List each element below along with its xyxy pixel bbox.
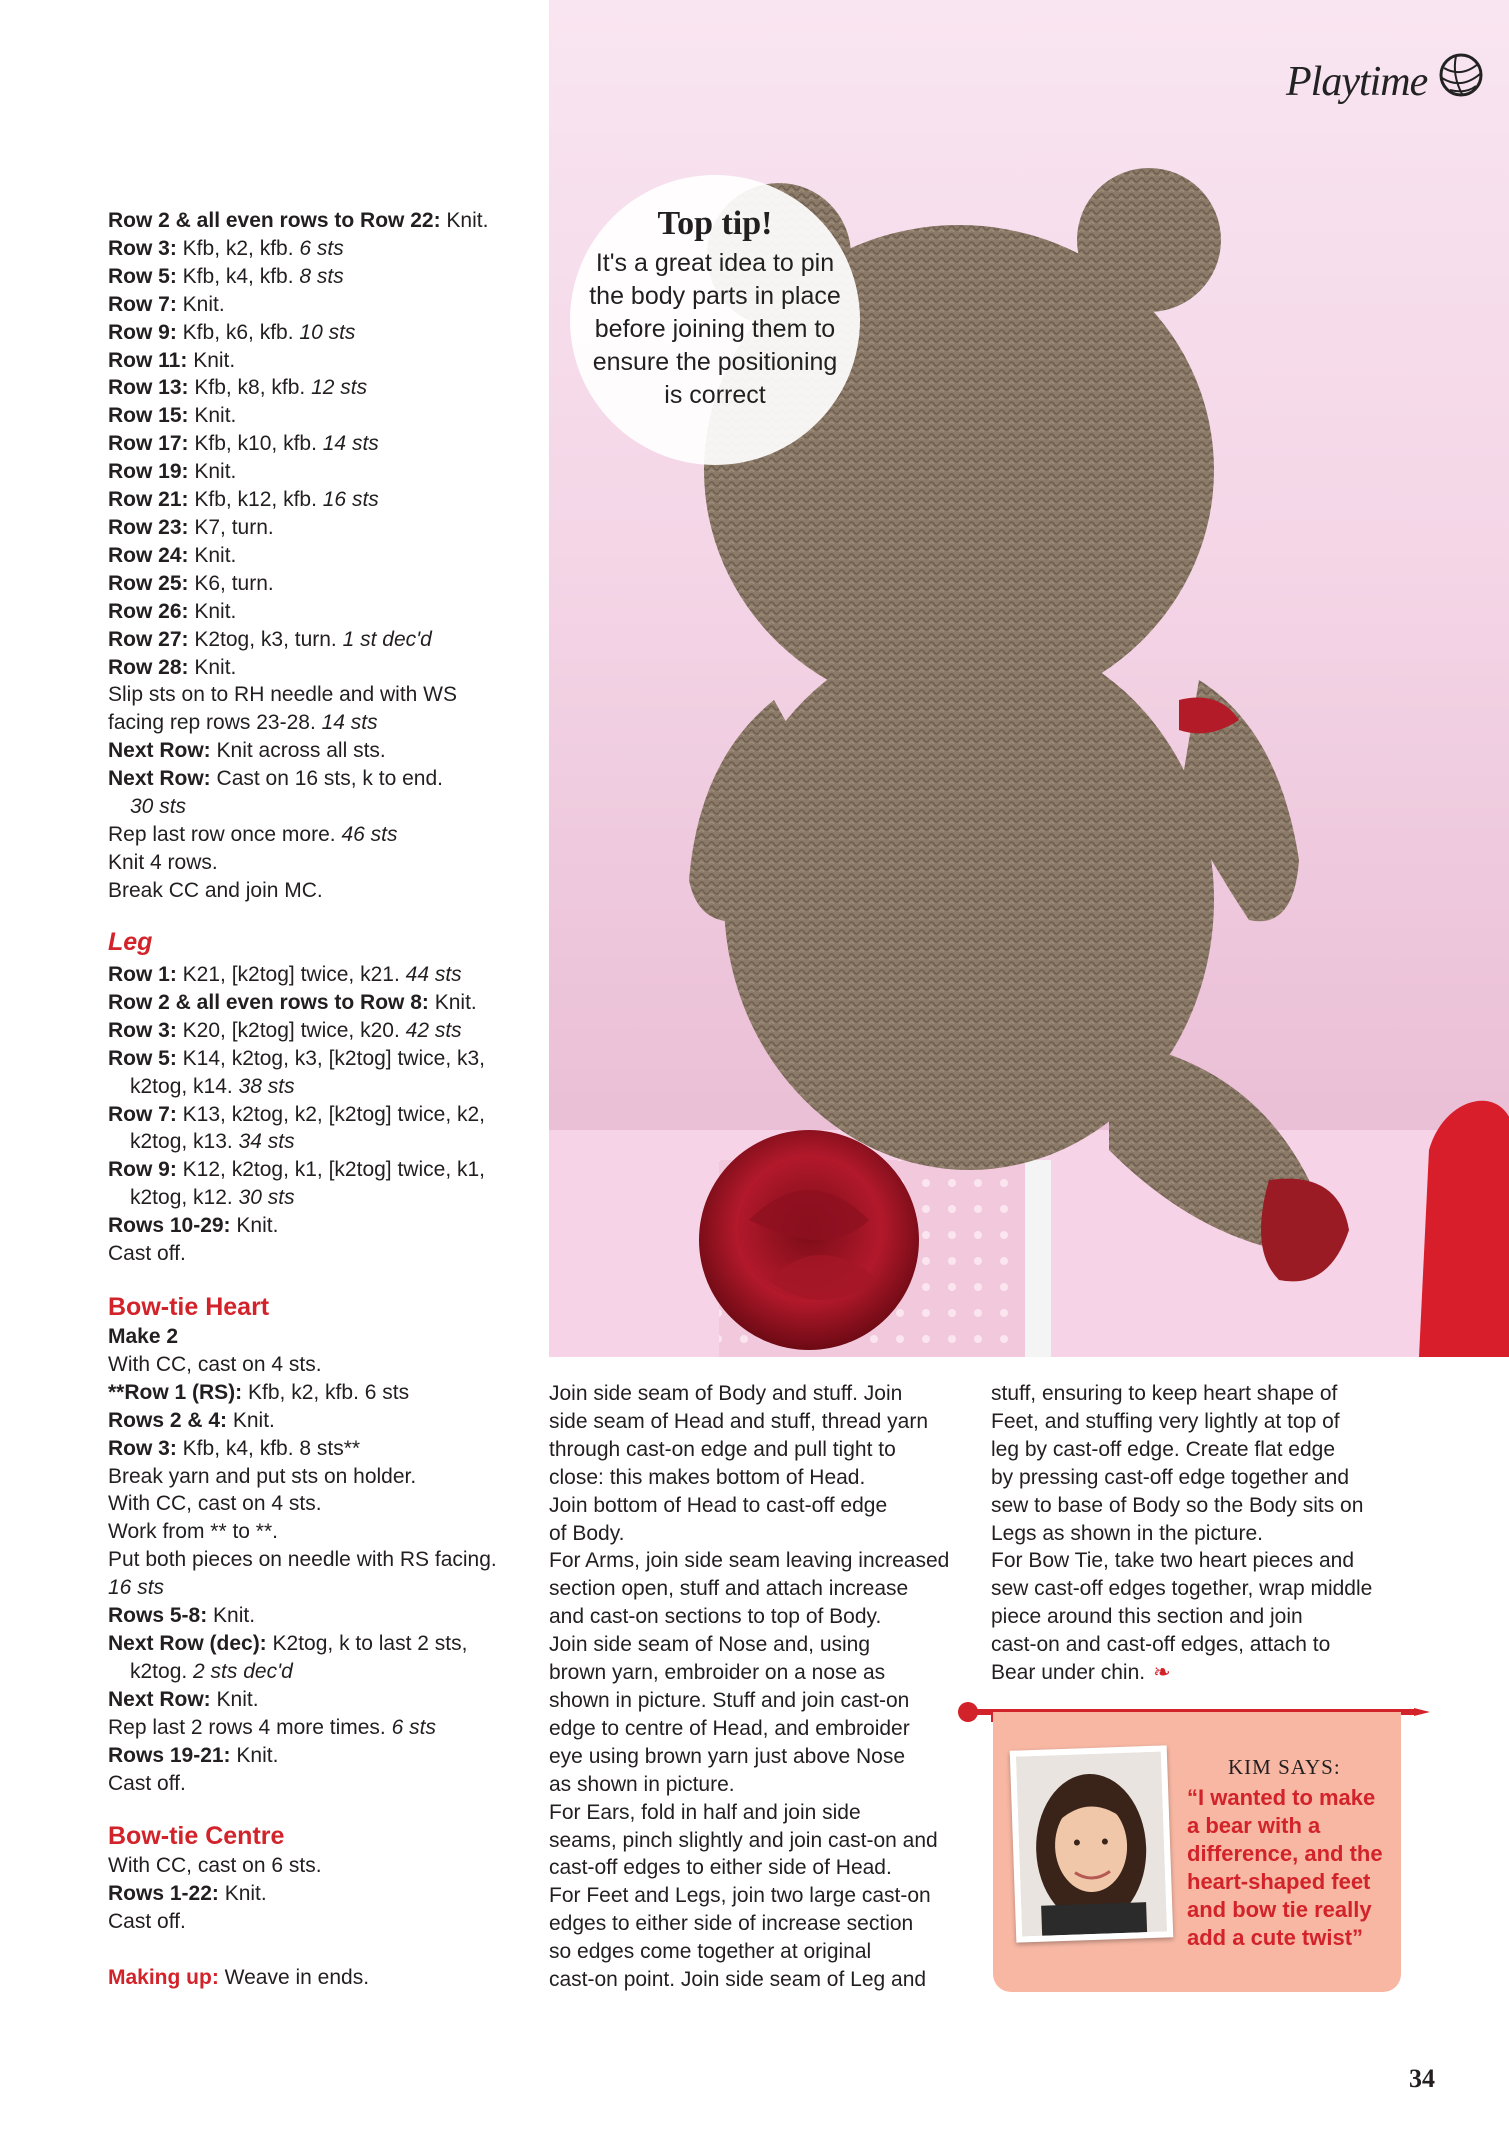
row-text: Knit. [187,348,236,372]
row-label: Next Row: [108,739,211,763]
row-label: Row 3: [108,1436,177,1460]
pattern-row [108,681,488,709]
row-text: K2tog, k3, turn. [188,627,343,651]
pattern-row [108,1602,497,1630]
row-label: Row 17: [108,432,189,456]
paragraph-line: For Arms, join side seam leaving increased [549,1549,950,1573]
pattern-rows-leg [108,961,485,1268]
yarn-ball-icon [1436,50,1486,100]
stitch-count: 30 sts [130,795,187,819]
stitch-count: 10 sts [299,320,356,344]
stitch-count: 14 sts [322,432,379,456]
row-label: Next Row: [108,767,211,791]
row-text: k2tog. [130,1659,194,1683]
paragraph-line: shown in picture. Stuff and join cast-on [549,1688,910,1712]
stitch-count: 2 sts dec'd [193,1659,293,1683]
row-label: Row 19: [108,460,189,484]
row-text: Knit. [218,1881,267,1905]
pattern-row [108,458,488,486]
pattern-row [108,598,488,626]
row-label: Rows 1-22: [108,1881,219,1905]
row-text: Knit. [188,655,237,679]
section-heading-bowtie-centre: Bow-tie Centre [108,1822,285,1850]
row-text: Put both pieces on needle with RS facing. [108,1548,497,1572]
pattern-rows-bowtie-heart [108,1323,497,1797]
pattern-row [108,1017,485,1045]
pattern-row [108,1435,497,1463]
pattern-row [108,1490,497,1518]
pattern-row [108,709,488,737]
row-text: K2tog, k to last 2 sts, [266,1631,468,1655]
row-text: Knit. [230,1743,279,1767]
top-tip-bubble [570,175,860,465]
row-label: Row 15: [108,404,189,428]
row-label: Rows 5-8: [108,1604,208,1628]
pattern-row [108,961,485,989]
paragraph-line: cast-on point. Join side seam of Leg and [549,1968,927,1992]
brand-logo [1286,42,1486,122]
row-text: K6, turn. [188,571,274,595]
pattern-row [108,430,488,458]
paragraph-line: For Bow Tie, take two heart pieces and [991,1549,1355,1573]
paragraph-line: edge to centre of Head, and embroider [549,1716,910,1740]
kim-quote: “I wanted to make a bear with a difference, and the heart-shaped feet and bow tie really add a cute twist” [1187,1785,1383,1950]
pattern-row [108,402,488,430]
row-text: Knit. [428,990,477,1014]
pattern-row [108,1351,497,1379]
pattern-rows-bowtie-centre [108,1852,322,1936]
pattern-row [108,1686,497,1714]
kim-portrait [1010,1745,1174,1942]
paragraph-line: edges to either side of increase section [549,1912,914,1936]
row-label: Row 21: [108,488,189,512]
row-label: Row 9: [108,320,177,344]
pattern-row [108,654,488,682]
stitch-count: 42 sts [405,1018,462,1042]
paragraph-line: Legs as shown in the picture. [991,1521,1263,1545]
paragraph-line: For Feet and Legs, join two large cast-on [549,1884,931,1908]
stitch-count: 8 sts [299,264,344,288]
pattern-row [108,1212,485,1240]
row-text: Cast on 16 sts, k to end. [210,767,443,791]
row-text: K7, turn. [188,515,274,539]
paragraph-line: so edges come together at original [549,1940,872,1964]
stitch-count: 16 sts [108,1576,165,1600]
row-text: With CC, cast on 4 sts. [108,1492,322,1516]
making-up-text: Weave in ends. [218,1966,370,1989]
pattern-row [108,570,488,598]
row-text: Knit. [188,460,237,484]
paragraph-line: piece around this section and join [991,1605,1303,1629]
paragraph-line: cast-off edges to either side of Head. [549,1856,892,1880]
pattern-row [108,1574,497,1602]
row-text: Cast off. [108,1771,186,1795]
row-text: K14, k2tog, k3, [k2tog] twice, k3, [176,1046,486,1070]
making-up-instructions-col3 [991,1380,1372,1687]
row-text: Kfb, k2, kfb. 6 sts [242,1380,410,1404]
row-label: **Row 1 (RS): [108,1380,243,1404]
row-label: Row 7: [108,292,177,316]
row-label: Row 27: [108,627,189,651]
row-text: Kfb, k12, kfb. [188,488,323,512]
pattern-row [108,1463,497,1491]
row-text: With CC, cast on 4 sts. [108,1352,322,1376]
paragraph-line: Join bottom of Head to cast-off edge [549,1493,888,1517]
pattern-row [108,1407,497,1435]
row-text: Break CC and join MC. [108,878,323,902]
row-label: Row 13: [108,376,189,400]
row-label: Row 25: [108,571,189,595]
paragraph-line: cast-on and cast-off edges, attach to [991,1633,1331,1657]
pattern-row [108,207,488,235]
row-text: Knit. [188,599,237,623]
row-label: Row 11: [108,348,188,372]
stitch-count: 1 st dec'd [342,627,432,651]
kim-says-box [993,1712,1401,1992]
paragraph-line: brown yarn, embroider on a nose as [549,1661,886,1685]
row-text: Break yarn and put sts on holder. [108,1464,417,1488]
pattern-row [108,542,488,570]
paragraph-line: seams, pinch slightly and join cast-on and [549,1828,938,1852]
pattern-row [108,989,485,1017]
making-up-label: Making up: [108,1966,219,1989]
paragraph-line: sew to base of Body so the Body sits on [991,1493,1364,1517]
row-text: k2tog, k12. [130,1186,239,1210]
pattern-row [108,1546,497,1574]
pattern-row [108,737,488,765]
row-text: Kfb, k4, kfb. [176,264,300,288]
paragraph-line: side seam of Head and stuff, thread yarn [549,1409,929,1433]
row-text: Knit across all sts. [210,739,386,763]
row-text: K12, k2tog, k1, [k2tog] twice, k1, [176,1158,486,1182]
pattern-row [108,263,488,291]
portrait-illustration [1016,1752,1167,1937]
paragraph-line: stuff, ensuring to keep heart shape of [991,1382,1338,1405]
row-text: facing rep rows 23-28. [108,711,322,735]
pattern-row [108,486,488,514]
pattern-row [108,514,488,542]
pattern-row [108,877,488,905]
pattern-row [108,1073,485,1101]
stitch-count: 16 sts [322,488,379,512]
paragraph-line: and cast-on sections to top of Body. [549,1605,882,1629]
pattern-row [108,1323,497,1351]
row-label: Row 26: [108,599,189,623]
pattern-row [108,1518,497,1546]
row-label: Rows 10-29: [108,1214,231,1238]
row-label: Row 3: [108,236,177,260]
row-text: Knit. [176,292,225,316]
row-text: Knit. [210,1687,259,1711]
row-label: Rows 19-21: [108,1743,231,1767]
row-text: Cast off. [108,1909,186,1933]
paragraph-line: Join side seam of Body and stuff. Join [549,1382,903,1405]
pattern-row [108,626,488,654]
pattern-row [108,1128,485,1156]
paragraph-line: by pressing cast-off edge together and [991,1465,1350,1489]
paragraph-line: For Ears, fold in half and join side [549,1800,861,1824]
row-text: Knit. [230,1214,279,1238]
pattern-row [108,374,488,402]
row-label: Row 7: [108,1102,177,1126]
section-heading-leg: Leg [108,928,153,956]
row-text: Rep last row once more. [108,822,342,846]
row-label: Row 2 & all even rows to Row 8: [108,990,429,1014]
pattern-row [108,1908,322,1936]
paragraph-line: close: this makes bottom of Head. [549,1465,866,1489]
row-text: Knit. [188,404,237,428]
stitch-count: 34 sts [238,1130,295,1154]
paragraph-line: of Body. [549,1521,625,1545]
paragraph-line: leg by cast-off edge. Create flat edge [991,1437,1335,1461]
pattern-row [108,1742,497,1770]
stitch-count: 46 sts [341,822,398,846]
top-tip-title: Top tip! [657,205,773,242]
pattern-row [108,1852,322,1880]
pattern-row [108,1714,497,1742]
pattern-rows-body [108,207,488,905]
paragraph-line: through cast-on edge and pull tight to [549,1437,896,1461]
page-number: 34 [1409,2064,1435,2093]
stitch-count: 12 sts [311,376,368,400]
paragraph-line: Join side seam of Nose and, using [549,1633,871,1657]
section-heading-bowtie-heart: Bow-tie Heart [108,1293,270,1321]
pattern-row [108,1880,322,1908]
row-label: Next Row (dec): [108,1631,267,1655]
pattern-row [108,235,488,263]
pattern-row [108,319,488,347]
row-text: K21, [k2tog] twice, k21. [176,963,406,986]
paragraph-line: section open, stuff and attach increase [549,1577,909,1601]
pattern-row [108,1770,497,1798]
kim-says-label: KIM SAYS: [1228,1755,1341,1779]
pattern-row [108,821,488,849]
row-text: Work from ** to **. [108,1520,278,1544]
pattern-row [108,1240,485,1268]
row-text: Knit. [227,1408,275,1432]
row-text: Cast off. [108,1242,186,1266]
row-label: Row 2 & all even rows to Row 22: [108,209,441,232]
pattern-row [108,291,488,319]
row-text: Kfb, k6, kfb. [176,320,300,344]
row-text: Kfb, k4, kfb. 8 sts** [176,1436,361,1460]
row-text: Knit 4 rows. [108,850,218,874]
row-label: Row 9: [108,1158,177,1182]
row-text: Kfb, k8, kfb. [188,376,312,400]
paragraph-line: Feet, and stuffing very lightly at top of [991,1409,1340,1433]
row-text: With CC, cast on 6 sts. [108,1854,322,1877]
stitch-count: 44 sts [405,963,462,986]
paragraph-line: Bear under chin. ❧ [991,1661,1171,1685]
pattern-row [108,347,488,375]
row-label: Row 24: [108,543,189,567]
row-text: Knit. [207,1604,256,1628]
row-text: k2tog, k14. [130,1074,239,1098]
pattern-row [108,1658,497,1686]
row-text: Rep last 2 rows 4 more times. [108,1715,392,1739]
stitch-count: 6 sts [391,1715,436,1739]
pattern-row [108,1630,497,1658]
making-up [108,1964,369,1992]
row-text: Kfb, k10, kfb. [188,432,323,456]
row-label: Row 28: [108,655,189,679]
making-up-instructions-col2 [549,1380,949,1994]
pattern-row [108,1101,485,1129]
row-text: Knit. [188,543,237,567]
end-mark-icon: ❧ [1153,1661,1171,1685]
stitch-count: 38 sts [238,1074,295,1098]
pattern-row [108,1156,485,1184]
row-text: k2tog, k13. [130,1130,239,1154]
pattern-row [108,849,488,877]
paragraph-line: sew cast-off edges together, wrap middle [991,1577,1373,1601]
row-text: K20, [k2tog] twice, k20. [176,1018,406,1042]
top-tip-body: It's a great idea to pin the body parts in place before joining them to ensure the positioning is correct [589,249,841,409]
pattern-row [108,1184,485,1212]
stitch-count: 6 sts [299,236,344,260]
stitch-count: 30 sts [238,1186,295,1210]
paragraph-line: as shown in picture. [549,1772,735,1796]
row-label: Row 23: [108,515,189,539]
row-label: Row 5: [108,1046,177,1070]
pattern-row [108,1045,485,1073]
pattern-row [108,1379,497,1407]
row-text: K13, k2tog, k2, [k2tog] twice, k2, [176,1102,486,1126]
pattern-row [108,793,488,821]
row-text: Slip sts on to RH needle and with WS [108,683,458,707]
row-label: Row 3: [108,1018,177,1042]
row-text: Knit. [440,209,489,232]
paragraph-line: eye using brown yarn just above Nose [549,1744,906,1768]
row-label: Row 1: [108,963,177,986]
pattern-row [108,765,488,793]
row-label: Make 2 [108,1325,179,1348]
row-text: Kfb, k2, kfb. [176,236,300,260]
stitch-count: 14 sts [321,711,378,735]
row-label: Rows 2 & 4: [108,1408,228,1432]
row-label: Next Row: [108,1687,211,1711]
row-label: Row 5: [108,264,177,288]
brand-name: Playtime [1286,59,1428,105]
